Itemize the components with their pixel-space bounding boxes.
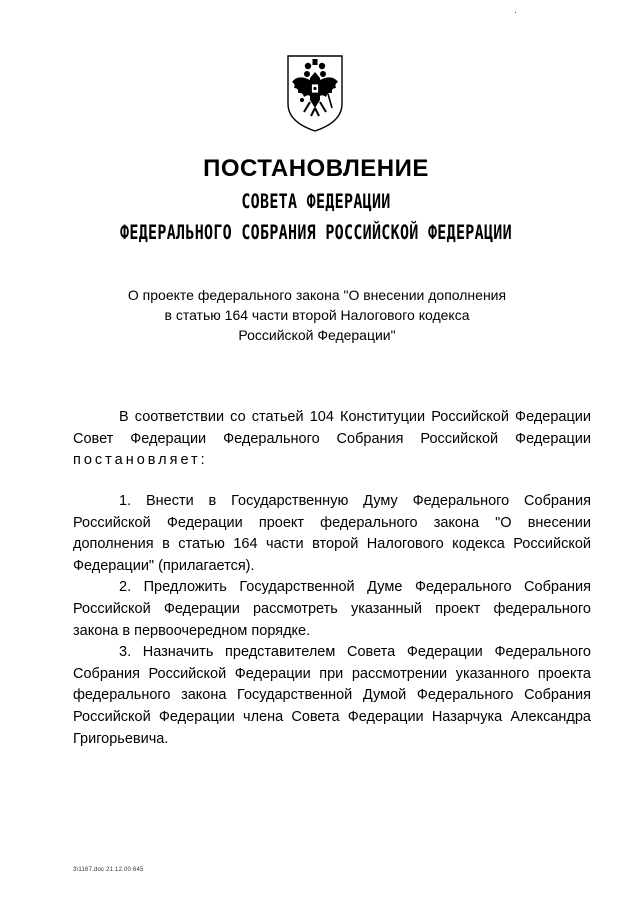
subject-line: О проекте федерального закона "О внесении дополнения [127,287,507,303]
file-reference-code: 3\1167.doc 21.12.00 645 [73,867,144,873]
subject-line: Российской Федерации" [238,327,396,343]
preamble-text: В соответствии со статьей 104 Конституции Российской Федерации Совет Федерации Федерального Собрания Российской Федерации [73,409,591,447]
resolution-keyword: постановляет: [73,452,208,469]
resolution-item: 3. Назначить представителем Совета Федерации Федерального Собрания Российской Федерации при рассмотрении указанного проекта федерального закона Государственной Думой Федерального Собрания Российской Федерации члена Совета Федерации Назарчука Александра Григорьевича. [73,644,591,747]
resolution-item: 1. Внести в Государственную Думу Федерального Собрания Российской Федерации проект федерального закона "О внесении дополнения в статью 164 части второй Налогового кодекса Российской Федерации" (прилагается). [73,493,591,574]
issuer-name-line-1: СОВЕТА ФЕДЕРАЦИИ [241,190,391,214]
resolution-item: 2. Предложить Государственной Думе Федерального Собрания Российской Федерации рассмотреть указанный проект федерального закона в первоочередном порядке. [73,579,591,639]
preamble-paragraph [73,407,591,472]
resolution-subject [82,285,552,345]
scan-speck [515,12,516,13]
subject-line: в статью 164 части второй Налогового кодекса [164,307,470,323]
issuer-name-line-2: ФЕДЕРАЛЬНОГО СОБРАНИЯ РОССИЙСКОЙ ФЕДЕРАЦИИ [120,221,512,245]
coat-of-arms-emblem-icon [284,52,346,134]
document-title: ПОСТАНОВЛЕНИЕ [203,155,429,182]
resolution-items [73,491,591,750]
